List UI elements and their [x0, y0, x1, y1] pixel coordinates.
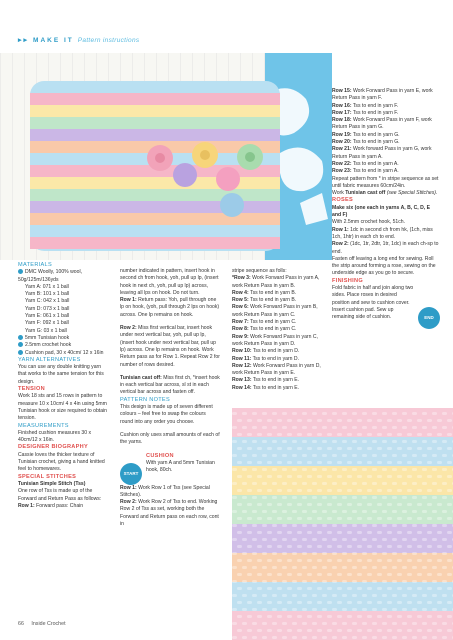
column-roses: [332, 88, 440, 329]
yarn-alternatives-heading: YARN ALTERNATIVES: [18, 356, 81, 363]
special-stitches-heading: SPECIAL STITCHES: [18, 473, 77, 480]
texture-illustration: [232, 408, 453, 640]
materials-item: Yarn F: 092 x 1 ball: [25, 320, 69, 327]
pattern-notes-text: This design is made up of seven different colours – feel free to swap the colours round into any order you choose.: [120, 404, 213, 425]
cushion-section: [120, 453, 220, 485]
roses-intro: Make six (one each in yarns A, B, C, D, E and F): [332, 204, 431, 219]
texture-photo: [232, 408, 453, 640]
pattern-row: Row 16: Tss to end in yarn F.: [332, 102, 399, 109]
page-footer: [18, 621, 66, 627]
castoff-paragraph: Tunisian cast off: Miss first ch, *insert hook in each vertical bar across, sl st in each vertical bar across and fasten off.: [120, 374, 220, 396]
stitch-paragraph: number indicated in pattern, insert hook in second ch from hook, yoh, pull up lp, (insert hook in next ch, yoh, pull up lp) across, leaving all lps on hook. Do not turn.: [120, 268, 219, 296]
special-stitch-title: Tunisian Simple Stitch (Tss): [18, 480, 86, 487]
pattern-row: Row 7: Tss to end in yarn C.: [232, 319, 297, 326]
roses-heading: ROSES: [332, 197, 354, 204]
pattern-row: Row 22: Tss to end in yarn A.: [332, 160, 399, 167]
stitch-paragraph: Row 1: Return pass: Yoh, pull through one lp on hook, (yoh, pull through 2 lps on hook) across. One lp remains on hook.: [120, 297, 220, 318]
pattern-row: Row 12: Work Forward Pass in yarn D, work Return Pass in yarn E.: [232, 362, 321, 377]
finishing-heading: FINISHING: [332, 277, 363, 284]
pattern-row: Row 6: Work Forward Pass in yarn B, work Return Pass in yarn C.: [232, 304, 318, 318]
materials-item: Yarn E: 061 x 1 ball: [25, 313, 70, 320]
materials-item: Yarn G: 03 x 1 ball: [25, 327, 67, 334]
section-header: [18, 36, 139, 44]
yarn-alternatives-text: You can use any double knitting yarn that works to the same tension for this design.: [18, 364, 104, 385]
pattern-row: Row 14: Tss to end in yarn E.: [232, 384, 300, 391]
designer-heading: DESIGNER BIOGRAPHY: [18, 444, 89, 451]
pattern-notes-text: Cushion only uses small amounts of each of the yarns.: [120, 431, 220, 446]
column-stitches: [120, 262, 220, 528]
materials-item: Yarn B: 101 x 1 ball: [25, 291, 70, 298]
materials-item: 2.5mm crochet hook: [18, 342, 110, 349]
magazine-name: Inside Crochet: [31, 621, 66, 627]
pattern-row: *Row 3: Work Forward Pass in yarn A, work Return Pass in yarn B.: [232, 275, 320, 289]
cushion-text: With yarn A and 5mm Tunisian hook, 80ch.: [146, 459, 215, 474]
pattern-row: Row 5: Tss to end in yarn B.: [232, 297, 297, 304]
materials-item: Yarn A: 071 x 1 ball: [25, 283, 69, 290]
pattern-row: Row 9: Work Forward Pass in yarn C, work Return Pass in yarn D.: [232, 333, 318, 347]
cushion-heading: CUSHION: [146, 452, 174, 459]
materials-item: DMC Woolly, 100% wool, 50g/125m/136yds: [18, 269, 82, 283]
pattern-row: Row 10: Tss to end in yarn D.: [232, 348, 300, 355]
special-stitch-text: One row of Tss is made up of the Forward and Return Pass as follows:: [18, 488, 102, 502]
pattern-row: Row 4: Tss to end in yarn B.: [232, 289, 297, 296]
end-badge: END: [418, 307, 440, 329]
roses-text: With 2.5mm crochet hook, 51ch.: [332, 219, 406, 226]
pattern-row: Row 11: Tss to end in yarn D.: [232, 355, 300, 362]
special-row1: Row 1: Forward pass: Chain: [18, 502, 84, 509]
castoff-text: Work Tunisian cast off (see Special Stitches).: [332, 190, 438, 197]
materials-item: 5mm Tunisian hook: [18, 335, 110, 342]
materials-heading: MATERIALS: [18, 262, 52, 268]
page-number: 66: [18, 621, 24, 627]
finishing-text: Fold fabric in half and join along two sides. Place roses in desired position and sew to cushion cover. Insert cushion pad. Sew up remaining side of cushion.: [332, 285, 414, 321]
pattern-row: Row 19: Tss to end in yarn G.: [332, 131, 400, 138]
designer-text: Cassie loves the thicker texture of Tunisian crochet, giving a hand knitted feel to homewares.: [18, 451, 105, 473]
column-materials: [18, 262, 110, 510]
pattern-row: Row 21: Work forward Pass in yarn G, work Return Pass in yarn A.: [332, 146, 432, 160]
column-stripe-rows: [232, 262, 328, 392]
cushion-illustration: [0, 53, 332, 260]
pattern-row: Row 18: Work Forward Pass in yarn F, work Return Pass in yarn G.: [332, 117, 432, 131]
measurements-text: Finished cushion measures 30 x 40cm/12 x 16in.: [18, 429, 92, 444]
pattern-row: Row 20: Tss to end in yarn G.: [332, 139, 400, 146]
stripe-intro: stripe sequence as folls:: [232, 268, 287, 274]
roses-row2: Row 2: (1dc, 1tr, 2dtr, 1tr, 1dc) in each ch-sp to end.: [332, 241, 439, 255]
tension-heading: TENSION: [18, 386, 45, 393]
bullet-icon: [18, 335, 23, 340]
section-title: MAKE IT: [33, 37, 74, 44]
materials-item: Yarn D: 073 x 1 ball: [25, 305, 70, 312]
repeat-text: Repeat pattern from * in stripe sequence as set until fabric measures 60cm/24in.: [332, 175, 439, 189]
pattern-row: Row 8: Tss to end in yarn C.: [232, 326, 297, 333]
pattern-row: Row 15: Work Forward Pass in yarn E, work Return Pass in yarn F.: [332, 88, 433, 102]
measurements-heading: MEASUREMENTS: [18, 422, 69, 429]
bullet-icon: [18, 350, 23, 355]
tension-text: Work 18 sts and 15 rows in pattern to measure 10 x 10cm/ 4 x 4in using 5mm Tunisian hook or size required to obtain tension.: [18, 393, 108, 422]
cushion-row1: Row 1: Work Row 1 of Tss (see Special Stitches).: [120, 484, 210, 498]
cushion-photo: [0, 53, 332, 260]
stripe-rows: [232, 275, 328, 392]
pattern-notes-heading: PATTERN NOTES: [120, 396, 170, 403]
finishing-section: [332, 285, 440, 329]
pattern-row: Row 13: Tss to end in yarn E.: [232, 377, 300, 384]
arrow-icon: ▸▸: [18, 37, 30, 44]
materials-item: Cushion pad, 30 x 40cm/ 12 x 16in: [18, 350, 110, 357]
stitch-paragraph: Row 2: Miss first vertical bar, insert hook under next vertical bar, yoh, pull up lp, (insert hook under next vertical bar, pull up lp) across. One lp remains on hook. Work Return pass as for Row 1. Repeat Row 2 for number of rows desired.: [120, 325, 220, 368]
roses-text: Fasten off leaving a long end for sewing. Roll the strip around forming a rose, sewing on the underside edge as you go to secure.: [332, 255, 436, 277]
roses-row1: Row 1: 1dc in second ch from hk, (1ch, miss 1ch, 1htr) in each ch to end.: [332, 226, 433, 240]
pattern-row: Row 23: Tss to end in yarn A.: [332, 168, 399, 175]
pattern-row: Row 17: Tss to end in yarn F.: [332, 109, 399, 116]
cushion-row2: Row 2: Work Row 2 of Tss to end. Working Row 2 of Tss as set, working both the Forward and Return pass on each row, cont in: [120, 499, 219, 528]
start-badge: START: [120, 463, 142, 485]
stripe-rows-cont: [332, 88, 440, 176]
section-subtitle: Pattern instructions: [77, 37, 140, 44]
materials-item: Yarn C: 042 x 1 ball: [25, 298, 70, 305]
bullet-icon: [18, 342, 23, 347]
bullet-icon: [18, 269, 23, 274]
